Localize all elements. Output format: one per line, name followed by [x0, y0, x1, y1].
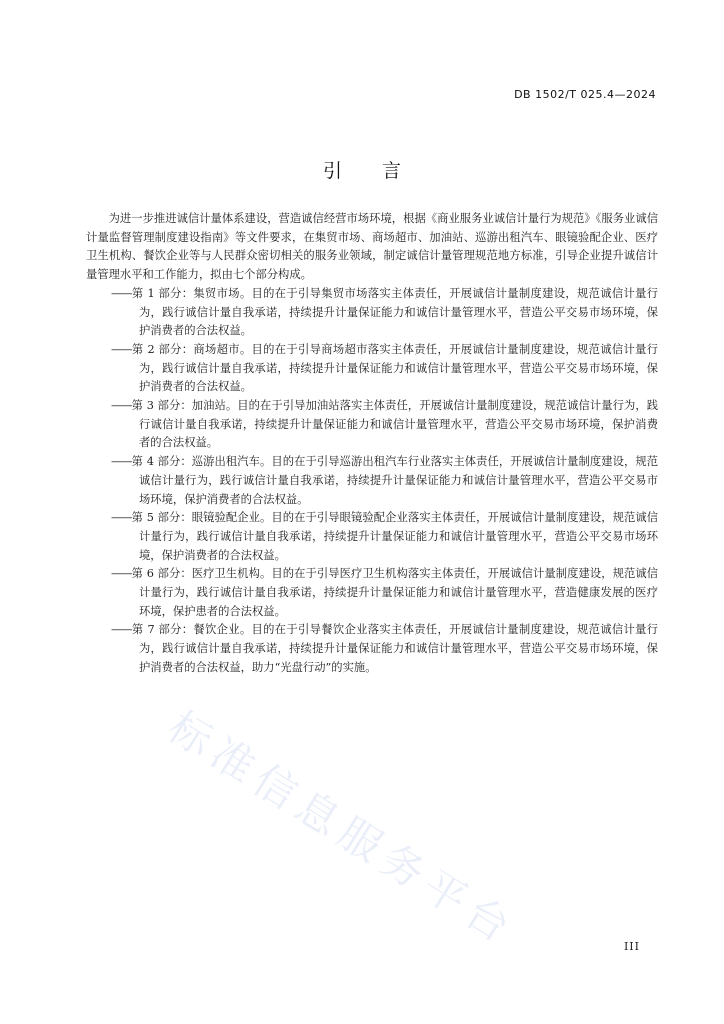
em-dash: —— [111, 567, 132, 581]
list-item-part-6 [86, 565, 658, 621]
em-dash: —— [111, 399, 132, 413]
document-code: DB 1502/T 025.4—2024 [514, 88, 656, 101]
page-title: 引言 [322, 160, 441, 182]
parts-list [86, 285, 658, 678]
document-body [86, 210, 658, 678]
list-item-part-3 [86, 397, 658, 453]
em-dash: —— [111, 342, 132, 356]
part-text: 第 1 部分：集贸市场。目的在于引导集贸市场落实主体责任，开展诚信计量制度建设，规范诚信计量行为，践行诚信计量自我承诺，持续提升计量保证能力和诚信计量管理水平，营造公平交易市场环境，保护消费者的合法权益。 [131, 286, 658, 338]
page-number: III [623, 940, 640, 953]
part-text: 第 4 部分：巡游出租汽车。目的在于引导巡游出租汽车行业落实主体责任，开展诚信计量制度建设，规范诚信计量行为，践行诚信计量自我承诺，持续提升计量保证能力和诚信计量管理水平，营造公平交易市场环境，保护消费者的合法权益。 [131, 455, 658, 506]
part-text: 第 3 部分：加油站。目的在于引导加油站落实主体责任，开展诚信计量制度建设，规范诚信计量行为，践行诚信计量自我承诺，持续提升计量保证能力和诚信计量管理水平，营造公平交易市场环境，保护消费者的合法权益。 [131, 399, 658, 450]
watermark: 标准信息服务平台 [159, 701, 525, 956]
list-item-part-2 [86, 341, 658, 397]
part-text: 第 5 部分：眼镜验配企业。目的在于引导眼镜验配企业落实主体责任，开展诚信计量制度建设，规范诚信计量行为，践行诚信计量自我承诺，持续提升计量保证能力和诚信计量管理水平，营造公平交易市场环境，保护消费者的合法权益。 [131, 511, 658, 562]
em-dash: —— [111, 286, 132, 300]
intro-paragraph: 为进一步推进诚信计量体系建设，营造诚信经营市场环境，根据《商业服务业诚信计量行为规范》《服务业诚信计量监督管理制度建设指南》等文件要求，在集贸市场、商场超市、加油站、巡游出租汽车、眼镜验配企业、医疗卫生机构、餐饮企业等与人民群众密切相关的服务业领域，制定诚信计量管理规范地方标准，引导企业提升诚信计量管理水平和工作能力，拟由七个部分构成。 [86, 212, 658, 282]
list-item-part-1 [86, 285, 658, 341]
part-text: 第 2 部分：商场超市。目的在于引导商场超市落实主体责任，开展诚信计量制度建设，规范诚信计量行为，践行诚信计量自我承诺，持续提升计量保证能力和诚信计量管理水平，营造公平交易市场环境，保护消费者的合法权益。 [131, 342, 658, 394]
em-dash: —— [111, 511, 132, 525]
em-dash: —— [111, 623, 132, 637]
list-item-part-4 [86, 453, 658, 509]
em-dash: —— [111, 455, 132, 469]
list-item-part-5 [86, 509, 658, 565]
part-text: 第 7 部分：餐饮企业。目的在于引导餐饮企业落实主体责任，开展诚信计量制度建设，规范诚信计量行为，践行诚信计量自我承诺，持续提升计量保证能力和诚信计量管理水平，营造公平交易市场环境，保护消费者的合法权益，助力“光盘行动”的实施。 [131, 623, 658, 674]
part-text: 第 6 部分：医疗卫生机构。目的在于引导医疗卫生机构落实主体责任，开展诚信计量制度建设，规范诚信计量行为，践行诚信计量自我承诺，持续提升计量保证能力和诚信计量管理水平，营造健康发展的医疗环境，保护患者的合法权益。 [131, 567, 658, 618]
list-item-part-7 [86, 621, 658, 677]
